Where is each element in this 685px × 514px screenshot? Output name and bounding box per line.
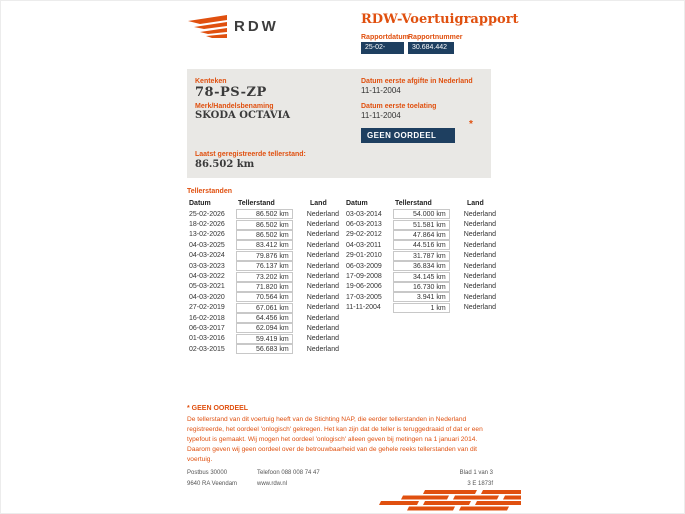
row-land: Nederland — [306, 262, 339, 270]
merk-value: SKODA OCTAVIA — [195, 110, 291, 121]
oordeel-badge: GEEN OORDEEL — [361, 128, 455, 143]
row-land: Nederland — [463, 231, 496, 239]
eerste-toelating-value: 11-11-2004 — [361, 111, 401, 120]
footer-address — [187, 468, 257, 490]
tellerstand-row — [189, 251, 339, 261]
row-datum: 17-03-2005 — [346, 293, 382, 301]
footer-contact — [257, 468, 460, 490]
row-tellerstand: 47.864 km — [393, 230, 449, 240]
tellerstand-row — [189, 271, 339, 281]
row-land: Nederland — [306, 304, 339, 312]
row-tellerstand: 44.516 km — [393, 240, 449, 250]
row-tellerstand: 36.834 km — [393, 261, 449, 271]
eerste-toelating-label: Datum eerste toelating — [361, 103, 437, 110]
row-land: Nederland — [463, 293, 496, 301]
merk-label: Merk/Handelsbenaming — [195, 103, 274, 110]
row-land: Nederland — [463, 262, 496, 270]
kenteken-value: 78-PS-ZP — [195, 85, 267, 100]
row-land: Nederland — [306, 293, 339, 301]
eerste-afgifte-value: 11-11-2004 — [361, 86, 401, 95]
row-land: Nederland — [463, 283, 496, 291]
kenteken-label: Kenteken — [195, 78, 227, 85]
row-datum: 11-11-2004 — [346, 304, 381, 312]
tellerstand-row — [346, 292, 496, 302]
row-tellerstand: 16.730 km — [393, 282, 449, 292]
report-date-value: 25-02-2026 — [361, 42, 404, 54]
row-datum: 29-02-2012 — [346, 231, 382, 239]
rdw-flag-stripes-graphic — [379, 490, 521, 512]
row-tellerstand: 34.145 km — [393, 272, 449, 282]
col-header-datum: Datum — [346, 200, 368, 207]
row-datum: 19-06-2006 — [346, 283, 382, 291]
row-tellerstand: 79.876 km — [236, 251, 292, 261]
row-datum: 04-03-2020 — [189, 293, 225, 301]
row-tellerstand: 86.502 km — [236, 220, 292, 230]
table-header — [189, 198, 339, 209]
row-datum: 05-03-2021 — [189, 283, 225, 291]
row-datum: 04-03-2011 — [346, 241, 382, 249]
tellerstand-row — [346, 209, 496, 219]
report-date-label: Rapportdatum — [361, 34, 409, 41]
row-datum: 18-02-2026 — [189, 221, 225, 229]
tellerstand-row — [346, 303, 496, 313]
row-datum: 01-03-2016 — [189, 335, 225, 343]
tellerstanden-tables — [189, 198, 496, 354]
tellerstand-row — [189, 303, 339, 313]
col-header-datum: Datum — [189, 200, 211, 207]
tellerstanden-section-title: Tellerstanden — [187, 188, 232, 195]
tellerstand-row — [189, 261, 339, 271]
row-datum: 27-02-2019 — [189, 304, 225, 312]
row-land: Nederland — [306, 335, 339, 343]
tellerstand-row — [189, 344, 339, 354]
row-land: Nederland — [463, 210, 496, 218]
row-land: Nederland — [463, 241, 496, 249]
tellerstand-row — [189, 334, 339, 344]
footer-website-link[interactable]: www.rdw.nl — [257, 480, 288, 487]
table-body-left — [189, 209, 339, 354]
row-land: Nederland — [306, 345, 339, 353]
row-datum: 13-02-2026 — [189, 231, 225, 239]
row-datum: 04-03-2022 — [189, 273, 225, 281]
oordeel-asterisk: * — [469, 119, 473, 130]
tellerstand-row — [189, 219, 339, 229]
tellerstand-row — [189, 230, 339, 240]
row-tellerstand: 86.502 km — [236, 230, 292, 240]
tellerstand-row — [189, 209, 339, 219]
row-land: Nederland — [306, 314, 339, 322]
col-header-tellerstand: Tellerstand — [238, 200, 275, 207]
rdw-logo-icon — [187, 13, 227, 39]
row-tellerstand: 70.564 km — [236, 292, 292, 302]
tellerstand-row — [346, 261, 496, 271]
tellerstand-row — [189, 240, 339, 250]
row-land: Nederland — [463, 304, 496, 312]
footer-meta — [460, 468, 493, 490]
tellerstand-row — [346, 240, 496, 250]
footer-address-line1: Postbus 30000 — [187, 470, 228, 476]
laatste-tellerstand-label: Laatst geregistreerde tellerstand: — [195, 151, 306, 158]
footnote-title: * GEEN OORDEEL — [187, 405, 249, 412]
row-tellerstand: 64.456 km — [236, 313, 292, 323]
page-footer — [187, 468, 493, 490]
row-datum: 04-03-2024 — [189, 252, 225, 260]
row-tellerstand: 86.502 km — [236, 209, 292, 219]
row-land: Nederland — [463, 252, 496, 260]
col-header-land: Land — [310, 200, 327, 207]
row-datum: 06-03-2013 — [346, 221, 382, 229]
footer-doc-code: 3 E 1873f — [467, 480, 493, 487]
row-land: Nederland — [306, 231, 339, 239]
tellerstand-table-right — [346, 198, 496, 354]
footer-phone: Telefoon 088 008 74 47 — [257, 470, 320, 476]
row-tellerstand: 73.202 km — [236, 272, 292, 282]
row-datum: 04-03-2025 — [189, 241, 225, 249]
tellerstand-row — [189, 323, 339, 333]
report-title: RDW-Voertuigrapport — [361, 12, 519, 27]
tellerstand-row — [346, 230, 496, 240]
row-land: Nederland — [306, 221, 339, 229]
row-tellerstand: 3.941 km — [393, 292, 449, 302]
geen-oordeel-footnote — [187, 405, 493, 464]
row-datum: 16-02-2018 — [189, 314, 225, 322]
tellerstand-row — [189, 292, 339, 302]
row-datum: 06-03-2009 — [346, 262, 382, 270]
report-number-label: Rapportnummer — [408, 34, 463, 41]
row-datum: 29-01-2010 — [346, 252, 382, 260]
footnote-body: De tellerstand van dit voertuig heeft van de Stichting NAP, die eerder tellerstanden in Nederland registreerde, het oordeel 'onlogisch' gekregen. Het kan zijn dat de teller is teruggedraaid of dat er een typefout is gemaakt. Wij mogen het oordeel 'onlogisch' alleen geven bij metingen na 1 januari 2014. Daarom geven wij geen oordeel over de betrouwbaarheid van de gehele reeks tellerstanden van dit voertuig. — [187, 416, 483, 463]
row-land: Nederland — [306, 210, 339, 218]
tellerstand-row — [346, 251, 496, 261]
row-tellerstand: 62.094 km — [236, 323, 292, 333]
row-datum: 02-03-2015 — [189, 345, 225, 353]
rdw-logo — [187, 13, 279, 39]
tellerstand-row — [346, 219, 496, 229]
row-tellerstand: 56.683 km — [236, 344, 292, 354]
tellerstand-row — [346, 282, 496, 292]
col-header-tellerstand: Tellerstand — [395, 200, 432, 207]
row-land: Nederland — [306, 252, 339, 260]
vehicle-summary-panel — [187, 69, 491, 178]
row-land: Nederland — [306, 273, 339, 281]
table-header — [346, 198, 496, 209]
rdw-wordmark: RDW — [234, 17, 279, 35]
row-tellerstand: 67.061 km — [236, 303, 292, 313]
row-datum: 03-03-2023 — [189, 262, 225, 270]
row-land: Nederland — [463, 221, 496, 229]
table-body-right — [346, 209, 496, 313]
row-datum: 17-09-2008 — [346, 273, 382, 281]
row-tellerstand: 31.787 km — [393, 251, 449, 261]
tellerstand-row — [189, 313, 339, 323]
row-datum: 25-02-2026 — [189, 210, 225, 218]
row-datum: 03-03-2014 — [346, 210, 382, 218]
row-land: Nederland — [306, 283, 339, 291]
row-tellerstand: 71.820 km — [236, 282, 292, 292]
tellerstand-row — [346, 271, 496, 281]
tellerstand-row — [189, 282, 339, 292]
report-number-value: 30.684.442 — [408, 42, 454, 54]
row-tellerstand: 59.419 km — [236, 334, 292, 344]
row-tellerstand: 54.000 km — [393, 209, 449, 219]
footer-address-line2: 9640 RA Veendam — [187, 480, 238, 487]
row-tellerstand: 83.412 km — [236, 240, 292, 250]
row-datum: 06-03-2017 — [189, 324, 225, 332]
laatste-tellerstand-value: 86.502 km — [195, 159, 255, 170]
row-tellerstand: 51.581 km — [393, 220, 449, 230]
tellerstand-table-left — [189, 198, 339, 354]
row-land: Nederland — [306, 324, 339, 332]
col-header-land: Land — [467, 200, 484, 207]
row-tellerstand: 1 km — [393, 303, 449, 313]
row-land: Nederland — [306, 241, 339, 249]
eerste-afgifte-label: Datum eerste afgifte in Nederland — [361, 78, 473, 85]
row-tellerstand: 76.137 km — [236, 261, 292, 271]
row-land: Nederland — [463, 273, 496, 281]
footer-page-number: Blad 1 van 3 — [459, 470, 493, 476]
